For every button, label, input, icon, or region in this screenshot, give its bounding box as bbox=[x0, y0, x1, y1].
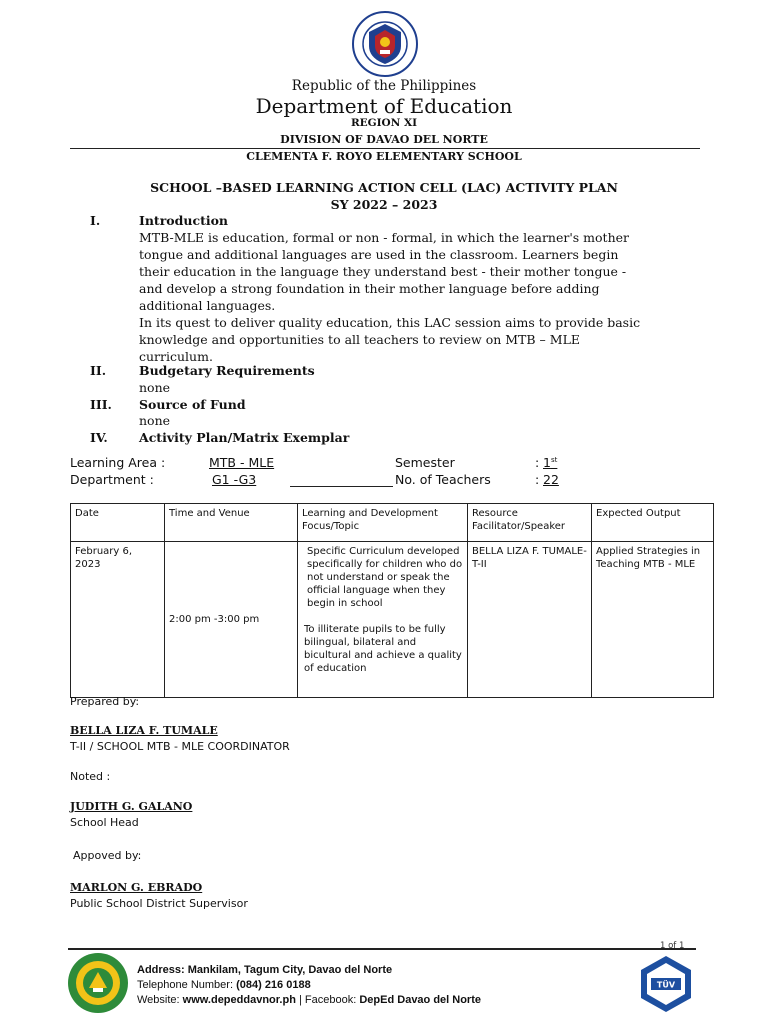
deped-seal-logo bbox=[345, 10, 425, 78]
page-number: 1 of 1 bbox=[660, 941, 685, 951]
section-heading: Source of Fund bbox=[139, 397, 246, 412]
division-line: DIVISION OF DAVAO DEL NORTE bbox=[280, 133, 488, 146]
section-number: IV. bbox=[90, 430, 108, 445]
approved-by-label: Appoved by: bbox=[73, 849, 142, 862]
header-speaker: Resource Facilitator/Speaker bbox=[468, 504, 592, 542]
section-number: III. bbox=[90, 397, 112, 412]
region-line: REGION XI bbox=[350, 117, 418, 129]
cell-topic: Specific Curriculum developed specifically for children who do not understand or speak the official language when they begin in school To illiterate pupils to be fully bilingual, bilateral and bicultural and achieve a quality of education bbox=[298, 542, 468, 698]
cell-date: February 6, 2023 bbox=[71, 542, 165, 698]
table-row bbox=[71, 542, 714, 698]
section-heading: Budgetary Requirements bbox=[139, 363, 315, 378]
document-title: SCHOOL –BASED LEARNING ACTION CELL (LAC) ACTIVITY PLAN bbox=[150, 180, 618, 195]
division-logo bbox=[67, 952, 129, 1014]
approved-by-name: MARLON G. EBRADO bbox=[70, 881, 203, 894]
footer-web: Website: www.depeddavnor.ph | Facebook: DepEd Davao del Norte bbox=[137, 994, 481, 1006]
department-underline bbox=[290, 486, 393, 487]
tuv-sud-logo bbox=[636, 954, 696, 1014]
republic-line: Republic of the Philippines bbox=[291, 78, 477, 94]
school-year: SY 2022 – 2023 bbox=[330, 197, 438, 212]
prepared-by-title: T-II / SCHOOL MTB - MLE COORDINATOR bbox=[70, 740, 290, 753]
website-link[interactable]: www.depeddavnor.ph bbox=[182, 994, 296, 1006]
cell-output: Applied Strategies in Teaching MTB - MLE bbox=[592, 542, 714, 698]
department-name: Department of Education bbox=[255, 94, 513, 118]
header-topic: Learning and Development Focus/Topic bbox=[298, 504, 468, 542]
section-number: I. bbox=[90, 213, 101, 228]
learning-area-label: Learning Area : bbox=[70, 455, 166, 470]
semester-label: Semester bbox=[395, 455, 455, 470]
budget-value: none bbox=[139, 380, 171, 395]
semester-colon: : bbox=[535, 455, 540, 470]
prepared-by-label: Prepared by: bbox=[70, 695, 140, 708]
header-date: Date bbox=[71, 504, 165, 542]
header-divider bbox=[70, 148, 700, 149]
prepared-by-name: BELLA LIZA F. TUMALE bbox=[70, 724, 218, 737]
footer-telephone: Telephone Number: (084) 216 0188 bbox=[137, 979, 311, 991]
table-header-row bbox=[71, 504, 714, 542]
approved-by-title: Public School District Supervisor bbox=[70, 897, 248, 910]
section-number: II. bbox=[90, 363, 107, 378]
cell-speaker: BELLA LIZA F. TUMALE-T-II bbox=[468, 542, 592, 698]
section-heading: Introduction bbox=[139, 213, 229, 228]
noted-by-title: School Head bbox=[70, 816, 139, 829]
footer-address: Address: Mankilam, Tagum City, Davao del Norte bbox=[137, 964, 393, 976]
teachers-colon: : bbox=[535, 472, 540, 487]
header-output: Expected Output bbox=[592, 504, 714, 542]
intro-paragraph: MTB-MLE is education, formal or non - formal, in which the learner's mother tongue and additional languages are used in the classroom. Learners begin their education in the language they understand best - their mother tongue - and develop a strong foundation in their mother language before adding additional languages. In its quest to deliver quality education, this LAC session aims to provide basic knowledge and opportunities to all teachers to review on MTB – MLE curriculum. bbox=[139, 230, 641, 364]
learning-area-value: MTB - MLE bbox=[209, 455, 275, 470]
teachers-value: 22 bbox=[543, 472, 559, 487]
school-name: CLEMENTA F. ROYO ELEMENTARY SCHOOL bbox=[246, 150, 522, 163]
teachers-label: No. of Teachers bbox=[395, 472, 491, 487]
fund-value: none bbox=[139, 413, 171, 428]
cell-time: 2:00 pm -3:00 pm bbox=[165, 542, 298, 698]
header-time: Time and Venue bbox=[165, 504, 298, 542]
footer-divider bbox=[68, 948, 696, 950]
facebook-link[interactable]: DepEd Davao del Norte bbox=[359, 994, 481, 1006]
department-value: G1 -G3 bbox=[212, 472, 257, 487]
department-label: Department : bbox=[70, 472, 154, 487]
svg-text:TÜV: TÜV bbox=[656, 980, 676, 990]
noted-by-label: Noted : bbox=[70, 770, 111, 783]
semester-value: 1st bbox=[543, 455, 558, 470]
noted-by-name: JUDITH G. GALANO bbox=[70, 800, 193, 813]
activity-plan-table bbox=[70, 503, 714, 698]
section-heading: Activity Plan/Matrix Exemplar bbox=[139, 430, 350, 445]
